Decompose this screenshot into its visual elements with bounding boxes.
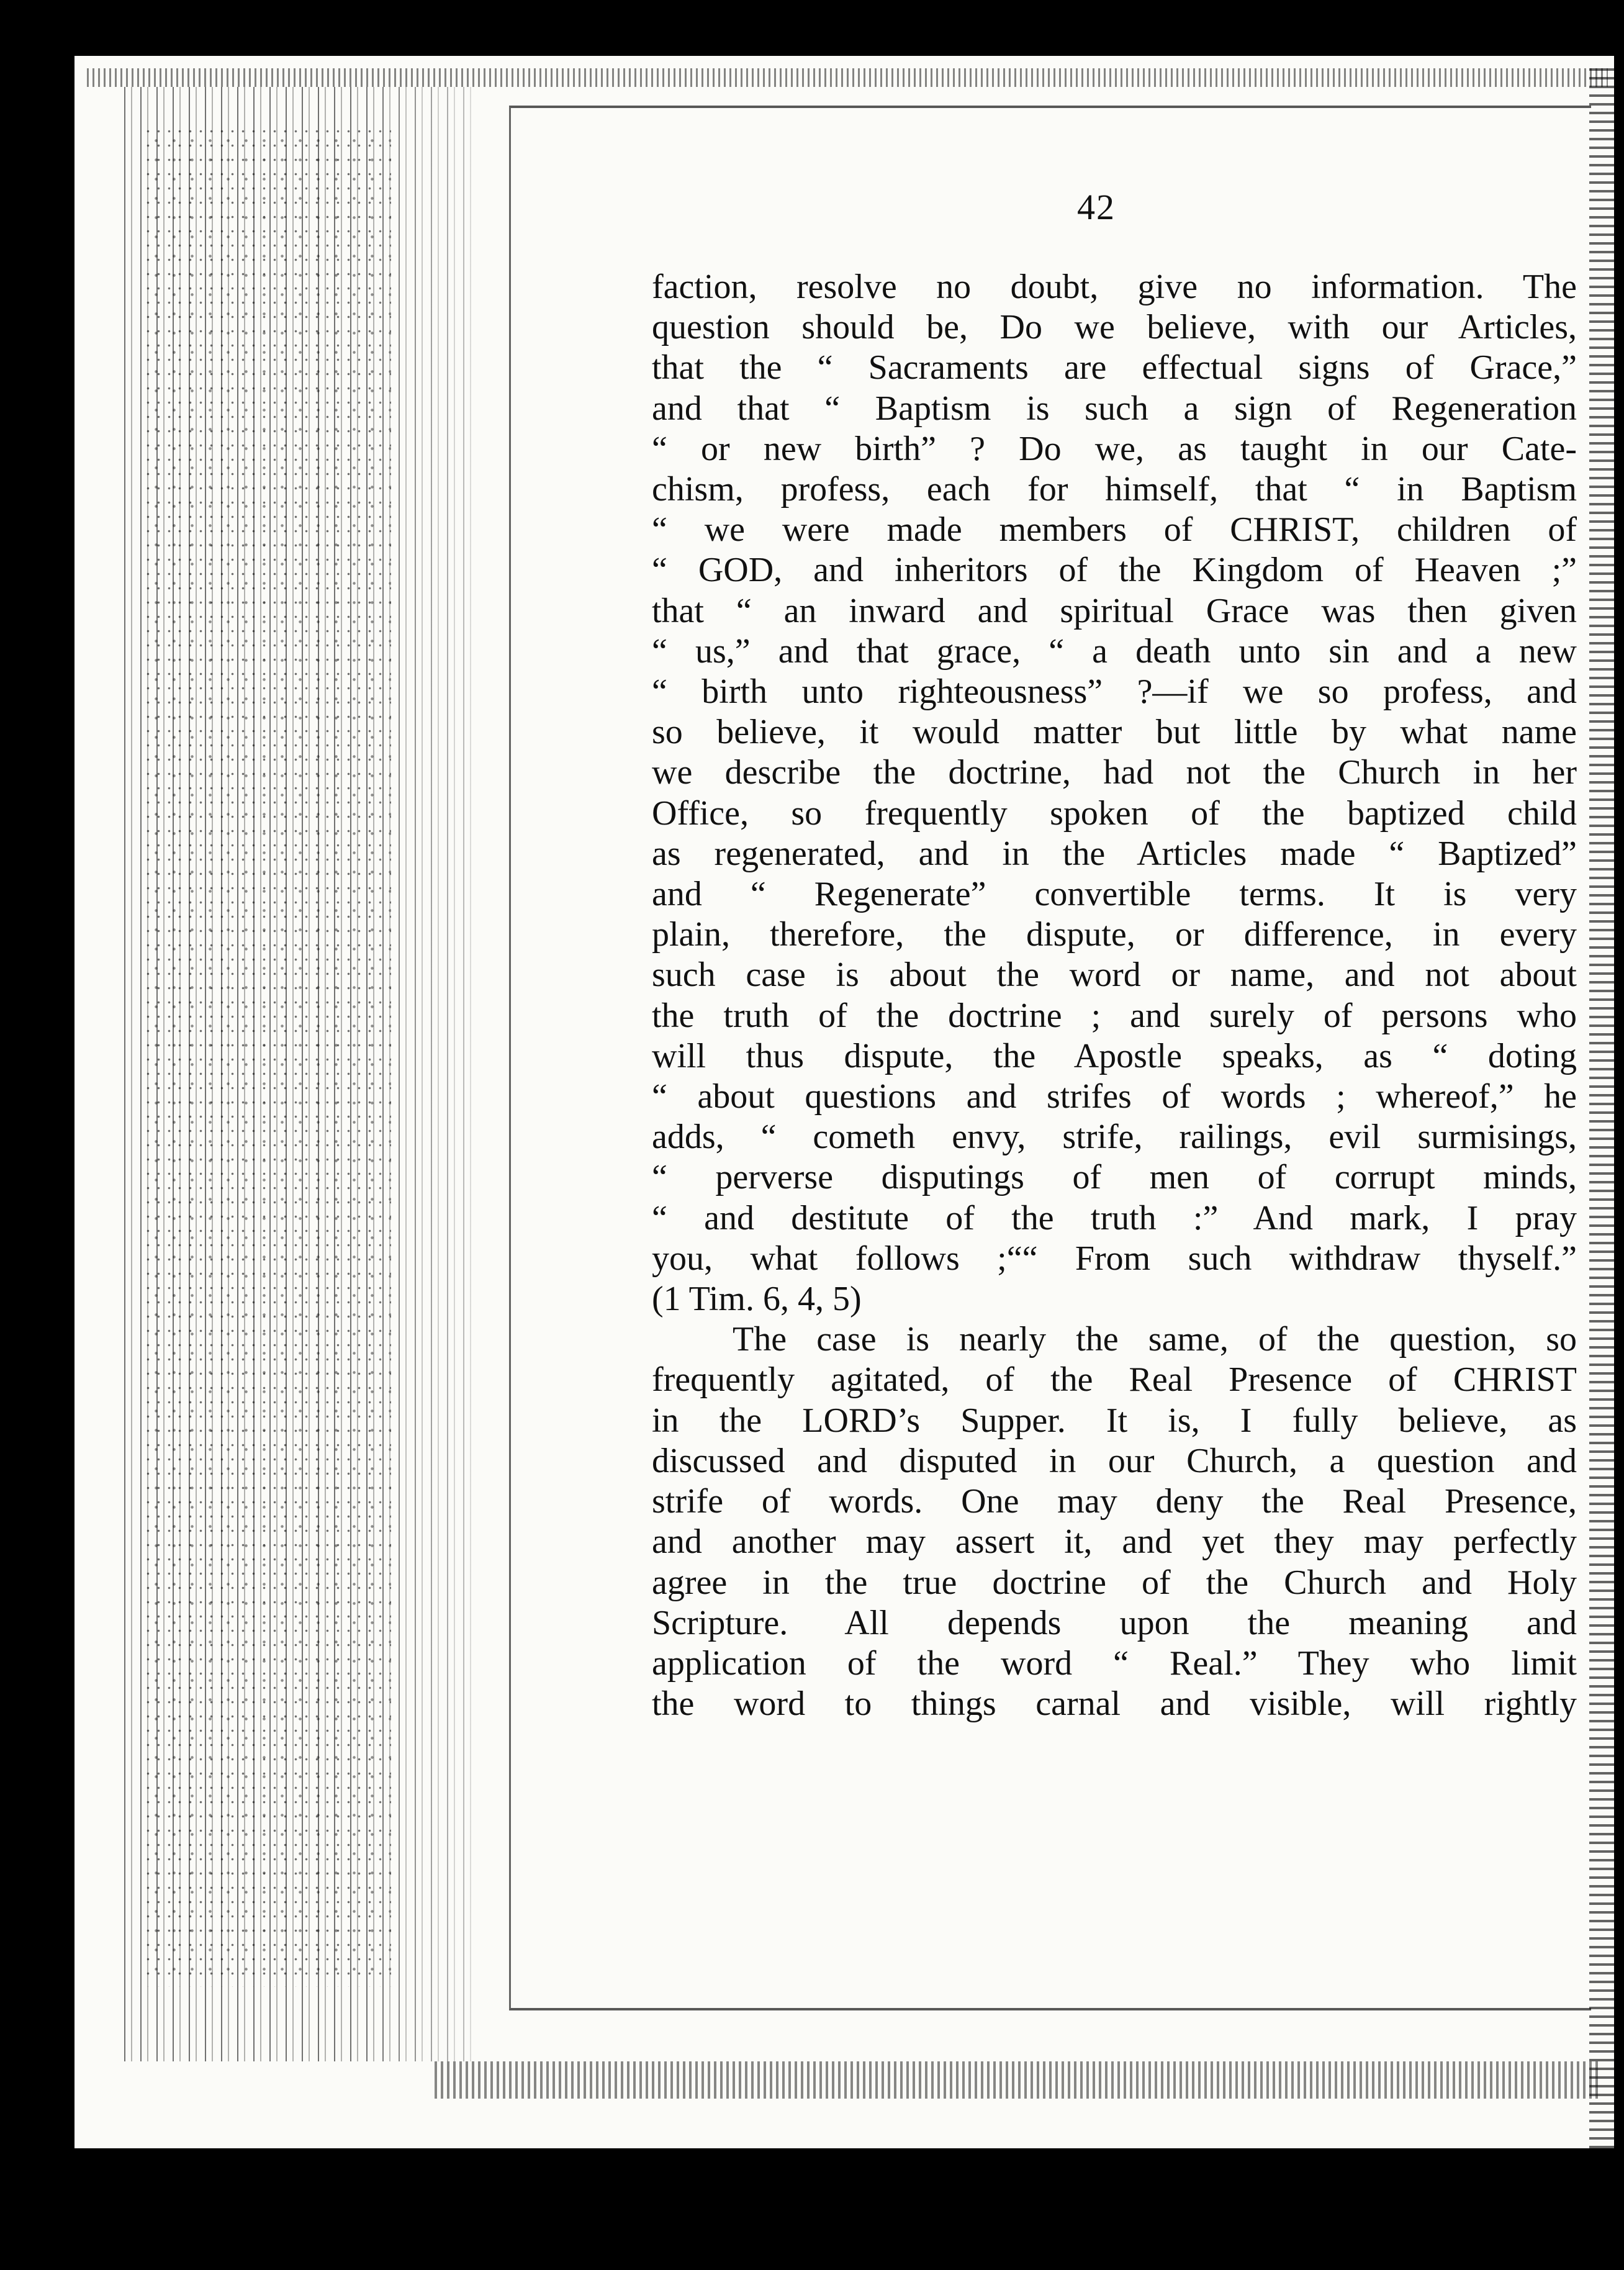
- text-line: “ GOD, and inheritors of the Kingdom of Heaven ;”: [652, 551, 1577, 590]
- text-line: chism, profess, each for himself, that “ in Baptism: [652, 470, 1577, 509]
- text-line: strife of words. One may deny the Real Presence,: [652, 1482, 1577, 1521]
- text-line: the truth of the doctrine ; and surely of persons who: [652, 996, 1577, 1035]
- text-line: “ and destitute of the truth :” And mark, I pray: [652, 1198, 1577, 1237]
- text-line: question should be, Do we believe, with our Articles,: [652, 308, 1577, 347]
- text-line: frequently agitated, of the Real Presence of CHRIST: [652, 1360, 1577, 1400]
- text-line: Office, so frequently spoken of the baptized child: [652, 794, 1577, 833]
- text-line: “ birth unto righteousness” ?—if we so profess, and: [652, 672, 1577, 712]
- text-line: “ us,” and that grace, “ a death unto sin and a new: [652, 631, 1577, 671]
- text-line: Scripture. All depends upon the meaning and: [652, 1603, 1577, 1642]
- text-line: will thus dispute, the Apostle speaks, as “ doting: [652, 1036, 1577, 1075]
- gutter-speckle: [143, 124, 391, 1987]
- text-line: “ or new birth” ? Do we, as taught in our Cate-: [652, 429, 1577, 468]
- text-line: (1 Tim. 6, 4, 5): [652, 1280, 862, 1319]
- text-line: in the LORD’s Supper. It is, I fully believe, as: [652, 1401, 1577, 1440]
- text-line: plain, therefore, the dispute, or difference, in every: [652, 915, 1577, 954]
- text-line: and another may assert it, and yet they may perfectly: [652, 1522, 1577, 1562]
- text-line: you, what follows ;““ From such withdraw thyself.”: [652, 1239, 1577, 1278]
- text-line: “ about questions and strifes of words ; whereof,” he: [652, 1077, 1577, 1116]
- page-edge-right: [1589, 62, 1614, 2148]
- page-edge-bottom: [435, 2061, 1602, 2099]
- text-line: as regenerated, and in the Articles made “ Baptized”: [652, 834, 1577, 873]
- text-line: that “ an inward and spiritual Grace was then given: [652, 591, 1577, 630]
- text-line: application of the word “ Real.” They who limit: [652, 1644, 1577, 1683]
- text-line: so believe, it would matter but little by what name: [652, 713, 1577, 752]
- text-line: that the “ Sacraments are effectual signs of Grace,”: [652, 348, 1577, 387]
- text-line: faction, resolve no doubt, give no information. The: [652, 268, 1577, 306]
- text-line: and that “ Baptism is such a sign of Regeneration: [652, 389, 1577, 428]
- scan-background: [0, 2148, 1624, 2270]
- text-line: “ perverse disputings of men of corrupt minds,: [652, 1158, 1577, 1197]
- page-edge-top: [87, 68, 1608, 87]
- text-line: such case is about the word or name, and not about: [652, 956, 1577, 995]
- text-line: “ we were made members of CHRIST, children of: [652, 510, 1577, 549]
- text-line: and “ Regenerate” convertible terms. It is very: [652, 875, 1577, 914]
- text-line: discussed and disputed in our Church, a question and: [652, 1441, 1577, 1480]
- text-line: we describe the doctrine, had not the Church in her: [652, 753, 1577, 792]
- body-text: [652, 267, 1577, 1724]
- text-line: the word to things carnal and visible, will rightly: [652, 1684, 1577, 1724]
- page-number: 42: [1077, 187, 1116, 227]
- text-line: The case is nearly the same, of the question, so: [733, 1320, 1577, 1359]
- text-line: agree in the true doctrine of the Church and Holy: [652, 1563, 1577, 1602]
- text-line: adds, “ cometh envy, strife, railings, evil surmisings,: [652, 1118, 1577, 1157]
